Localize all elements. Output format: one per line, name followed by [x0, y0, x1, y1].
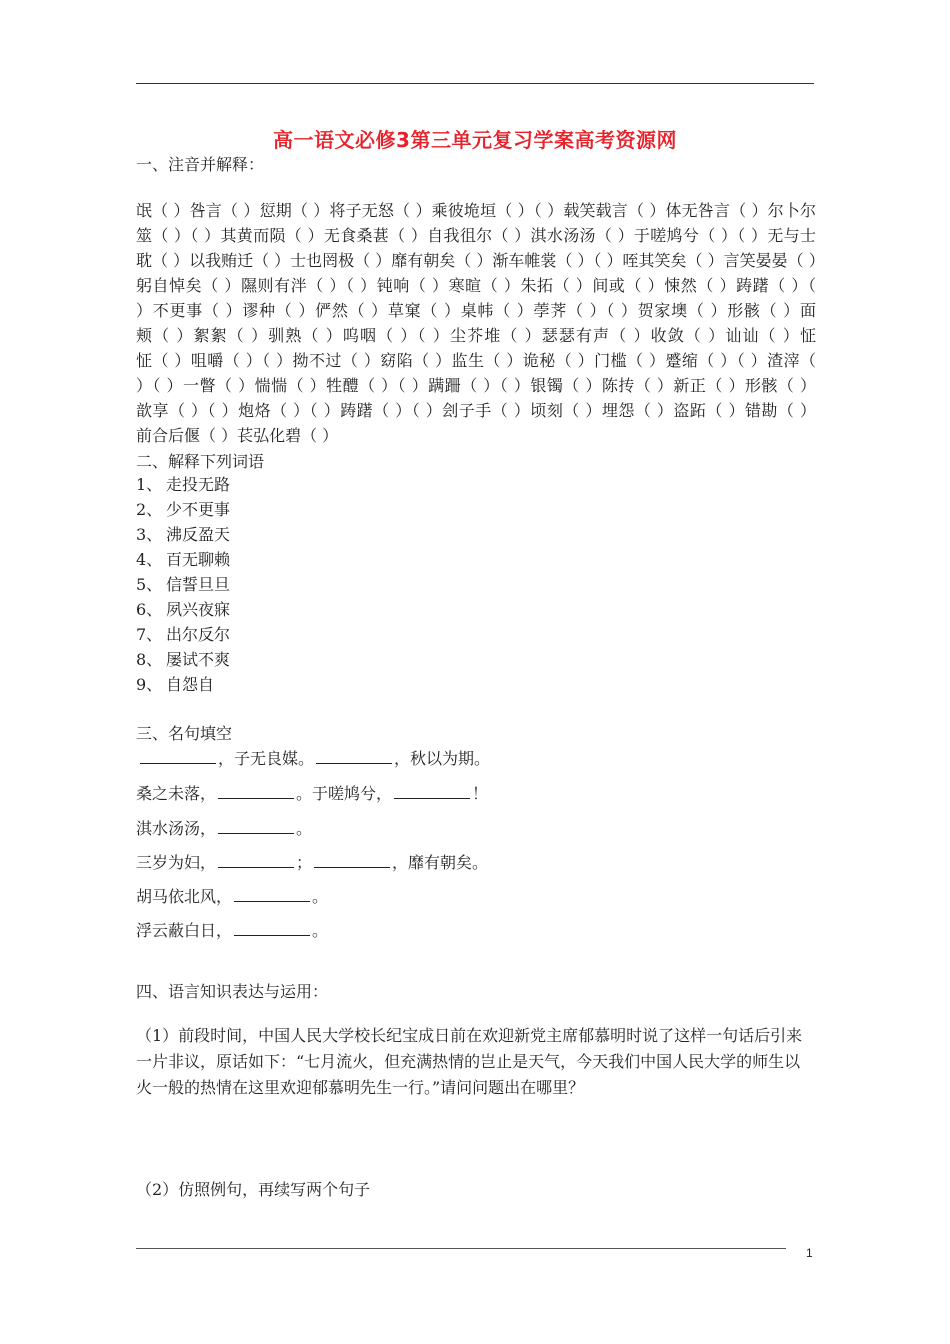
answer-blank[interactable] [218, 784, 294, 799]
fill-line: ，子无良媒。 ，秋以为期。 [138, 749, 490, 769]
list-item: 9、 自怨自 [136, 675, 215, 694]
fill-line: 桑之未落， 。于嗟鸠兮， ！ [136, 784, 489, 803]
answer-blank[interactable] [218, 819, 294, 834]
list-item: 1、 走投无路 [136, 475, 231, 494]
exercise-line: 前合后偃（ ）苌弘化碧（ ） [136, 426, 339, 445]
list-item: 7、 出尔反尔 [136, 625, 231, 644]
header-rule [136, 83, 814, 84]
section2-heading: 二、解释下列词语 [136, 452, 265, 471]
exercise-line: 颊（ ）絮絮（ ）驯熟（ ）呜咽（ ）（ ）尘芥堆（ ）瑟瑟有声（ ）收敛（ ）讪讪（ ）怔 [136, 326, 816, 345]
exercise-line: 氓（ ）咎言（ ）愆期（ ）将子无怒（ ）乘彼垝垣（ ）（ ）载笑载言（ ）体无咎言（ ）尔卜尔 [136, 201, 816, 220]
exercise-line: 怔（ ）咀嚼（ ）（ ）拗不过（ ）窈陷（ ）监生（ ）诡秘（ ）门槛（ ）蹙缩（ ）（ ）渣滓（ [136, 351, 816, 370]
exercise-line: 歆享（ ）（ ）炮烙（ ）（ ）踌躇（ ）（ ）刽子手（ ）顷刻（ ）埋怨（ ）盗跖（ ）错勘（ ） [136, 401, 816, 420]
fill-line: 三岁为妇， ； ，靡有朝矣。 [136, 853, 489, 872]
answer-blank[interactable] [314, 853, 390, 868]
page-title: 高一语文必修3第三单元复习学案高考资源网 [273, 128, 677, 152]
section4-heading: 四、语言知识表达与运用： [136, 982, 329, 1001]
answer-blank[interactable] [218, 853, 294, 868]
definition-list [136, 472, 230, 697]
footer-rule [136, 1248, 786, 1249]
exercise-line: ）不更事（ ）谬种（ ）俨然（ ）草窠（ ）桌帏（ ）荸荠（ ）（ ）贺家墺（ ）形骸（ ）面 [136, 301, 816, 320]
section1-heading: 一、注音并解释： [136, 155, 265, 174]
question-1: （1）前段时间，中国人民大学校长纪宝成日前在欢迎新党主席郁慕明时说了这样一句话后引来一片非议，原话如下：“七月流火，但充满热情的岂止是天气，今天我们中国人民大学的师生以火一般的热情在这里欢迎郁慕明先生一行。”请问问题出在哪里？ [136, 1026, 803, 1097]
list-item: 4、 百无聊赖 [136, 550, 231, 569]
answer-blank[interactable] [394, 784, 470, 799]
exercise-line: 耽（ ）以我贿迁（ ）士也罔极（ ）靡有朝矣（ ）渐车帷裳（ ）（ ）咥其笑矣（ ）言笑晏晏（ ） [136, 251, 825, 270]
exercise-line: 躬自悼矣（ ）隰则有泮（ ）（ ）钝响（ ）寒暄（ ）朱拓（ ）间或（ ）悚然（ ）踌躇（ ）（ [136, 276, 816, 295]
answer-blank[interactable] [316, 749, 392, 764]
answer-blank[interactable] [140, 749, 216, 764]
answer-blank[interactable] [234, 887, 310, 902]
exercise-line: ）（ ）一瞥（ ）惴惴（ ）牲醴（ ）（ ）蹒跚（ ）（ ）银镯（ ）陈抟（ ）新正（ ）形骸（ ） [136, 376, 816, 395]
fill-line: 淇水汤汤， 。 [136, 819, 313, 838]
list-item: 8、 屡试不爽 [136, 650, 231, 669]
exercise-line: 筮（ ）（ ）其黄而陨（ ）无食桑葚（ ）自我徂尔（ ）淇水汤汤（ ）于嗟鸠兮（ ）（ ）无与士 [136, 226, 816, 245]
list-item: 2、 少不更事 [136, 500, 231, 519]
list-item: 5、 信誓旦旦 [136, 575, 231, 594]
list-item: 6、 夙兴夜寐 [136, 600, 231, 619]
question-2: （2）仿照例句，再续写两个句子 [136, 1180, 371, 1199]
fill-line: 浮云蔽白日， 。 [136, 921, 329, 940]
page-number: 1 [806, 1246, 813, 1260]
pinyin-exercise-block [136, 198, 825, 448]
fill-line: 胡马依北风， 。 [136, 887, 329, 906]
answer-blank[interactable] [234, 921, 310, 936]
section3-heading: 三、名句填空 [136, 724, 233, 743]
list-item: 3、 沸反盈天 [136, 525, 231, 544]
